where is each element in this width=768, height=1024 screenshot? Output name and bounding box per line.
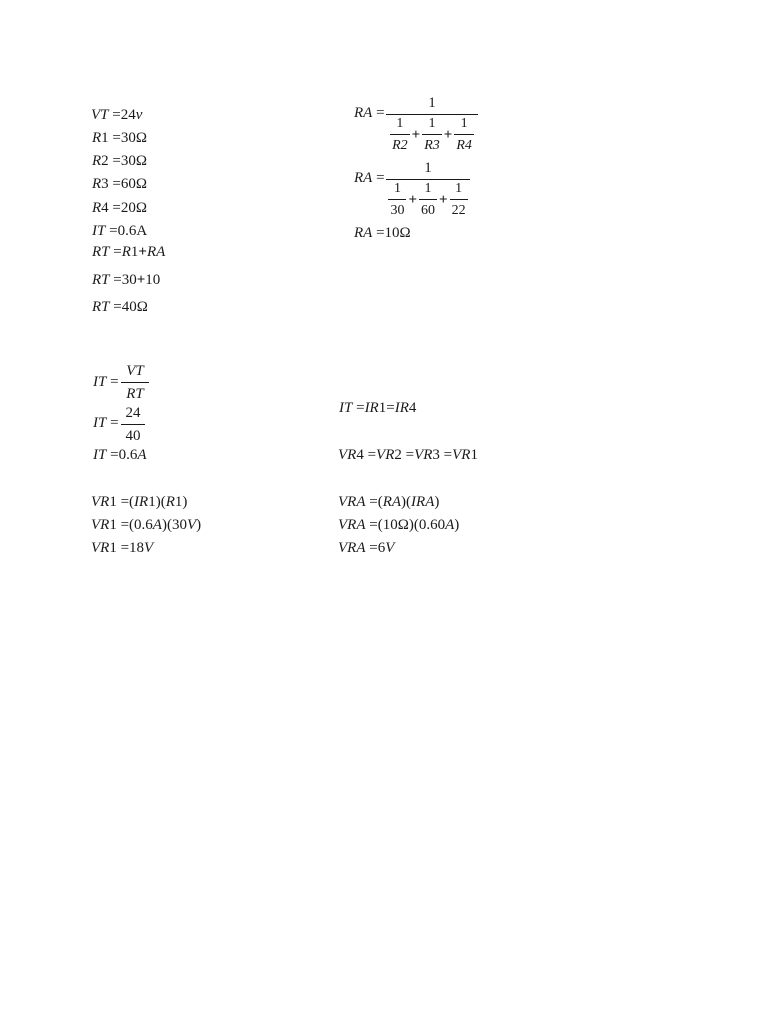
r2-value: 30Ω (120, 153, 148, 169)
r4-value: 20Ω (120, 200, 148, 216)
eq-rt-result: RT =40Ω (92, 299, 148, 315)
rt-result: 40Ω (121, 299, 148, 315)
eq-vra-formula: VRA =(RA)(IRA) (338, 494, 440, 510)
it-lhs-1: IT = (93, 374, 119, 390)
it-fraction-symbolic: VT RT (121, 364, 149, 402)
rt-term-r: R (121, 244, 131, 260)
ra-numerator-2: 1 (424, 160, 432, 176)
eq-vr1-result: VR1 =18V (91, 540, 154, 556)
r3-var: R (92, 176, 102, 192)
eq-rt-sub: RT =30+10 (92, 272, 161, 288)
eq-it-given: IT =0.6A (92, 223, 148, 239)
rt-lhs-1: RT (92, 244, 110, 260)
r3-value: 60Ω (120, 176, 148, 192)
eq-r3: R3 =60Ω (92, 176, 148, 192)
vt-value: 24 (120, 107, 136, 123)
rt-term-r-index: 1 (130, 244, 139, 260)
eq-r1: R1 =30Ω (92, 130, 148, 146)
eq-vra-result: VRA =6V (338, 540, 395, 556)
eq-vra-sub: VRA =(10Ω)(0.60A) (338, 517, 460, 533)
rt-lhs-3: RT (92, 299, 110, 315)
r2-var: R (92, 153, 102, 169)
eq-rt-formula: RT =R1+RA (92, 244, 166, 260)
ra-fraction-symbolic: 1 $\frac{1}{R2}$ + $\frac{1}{R3}$ + $\frac{1}{R4}$ (386, 96, 478, 153)
it-fraction-numeric: 24 40 (121, 406, 145, 444)
ra-term-30: $\frac{1}{30}$ (390, 181, 405, 218)
it-lhs-2: IT = (93, 415, 119, 431)
rt-val-a: 30 (121, 272, 137, 288)
ra-term-r2: $\frac{1}{R2}$ (392, 116, 408, 153)
rt-lhs-2: RT (92, 272, 110, 288)
eq-vr1-sub: VR1 =(0.6A)(30V) (91, 517, 202, 533)
rt-val-b: 10 (145, 272, 161, 288)
ra-lhs-1: RA = (354, 105, 385, 121)
ra-lhs-3: RA (354, 225, 373, 241)
eq-r2: R2 =30Ω (92, 153, 148, 169)
r3-index: 3 (101, 176, 109, 192)
ra-term-r3: $\frac{1}{R3}$ (424, 116, 440, 153)
r1-index: 1 (101, 130, 109, 146)
vt-lhs: VT (91, 107, 109, 123)
eq-it-result: IT =0.6A (93, 447, 147, 463)
eq-voltage-equality: VR4 =VR2 =VR3 =VR1 (338, 447, 478, 463)
eq-current-equality: IT =IR1=IR4 (339, 400, 417, 416)
ra-lhs-2: RA = (354, 170, 385, 186)
eq-vt: VT =24v (91, 107, 143, 123)
r4-index: 4 (101, 200, 109, 216)
ra-fraction-numeric: 1 $\frac{1}{30}$ + $\frac{1}{60}$ + $\frac{1}{22}$ (386, 161, 470, 218)
eq-ra-result: RA =10Ω (354, 225, 411, 241)
ra-numerator: 1 (428, 95, 436, 111)
ra-term-60: $\frac{1}{60}$ (421, 181, 435, 218)
eq-vr1-formula: VR1 =(IR1)(R1) (91, 494, 188, 510)
it-value: 0.6A (117, 223, 148, 239)
vt-unit: v (135, 107, 143, 123)
ra-term-22: $\frac{1}{22}$ (451, 181, 466, 218)
ra-result: 10Ω (384, 225, 411, 241)
r4-var: R (92, 200, 102, 216)
it-lhs: IT (92, 223, 106, 239)
rt-term-ra: RA (146, 244, 166, 260)
eq-r4: R4 =20Ω (92, 200, 148, 216)
ra-term-r4: $\frac{1}{R4}$ (456, 116, 472, 153)
r1-var: R (92, 130, 102, 146)
r2-index: 2 (101, 153, 109, 169)
r1-value: 30Ω (120, 130, 148, 146)
